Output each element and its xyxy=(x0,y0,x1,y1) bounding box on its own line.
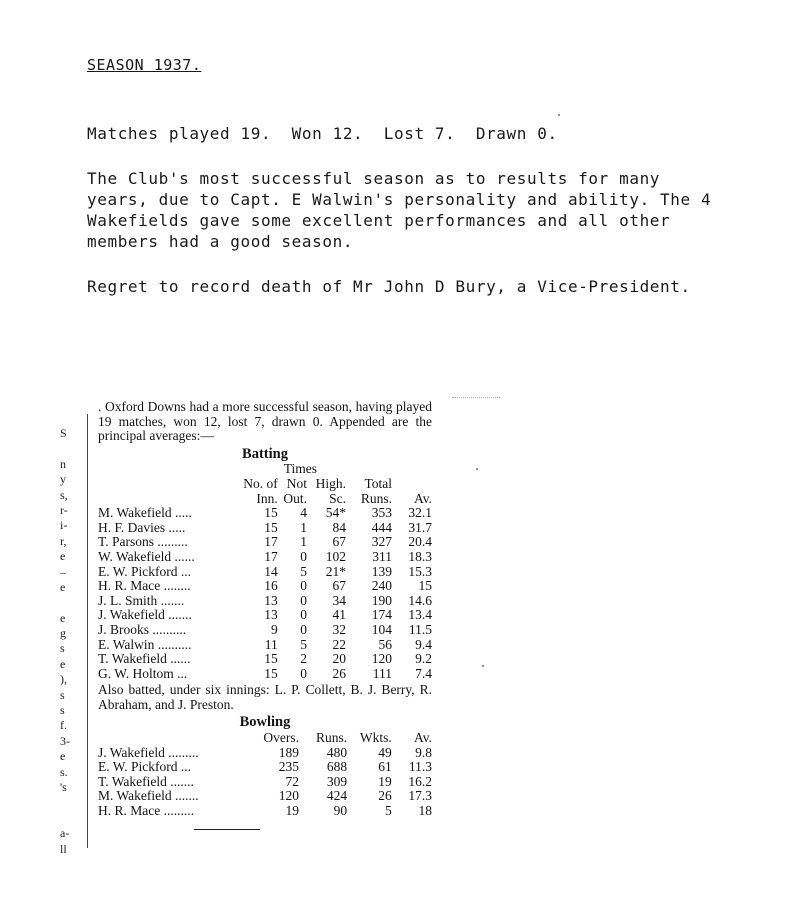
batting-inn-cell: 15 xyxy=(264,665,278,681)
bowling-row xyxy=(98,760,432,775)
batting-header-high: High. xyxy=(315,475,346,491)
batting-hs-cell: 21* xyxy=(325,563,346,579)
bowling-row xyxy=(98,775,432,790)
batting-runs-cell: 111 xyxy=(372,665,393,681)
batting-runs-cell: 240 xyxy=(371,578,393,594)
batting-hs-cell: 20 xyxy=(332,651,346,667)
batting-row xyxy=(98,652,432,667)
batting-out-cell: 2 xyxy=(300,651,308,667)
bowling-runs-cell: 424 xyxy=(326,788,348,804)
batting-header-runs: Runs. xyxy=(360,490,393,506)
clipping-intro: . Oxford Downs had a more successful season, having played 19 matches, won 12, lost 7, drawn 0. Appended are the principal averages:— xyxy=(98,399,432,444)
batting-out-cell: 5 xyxy=(300,636,308,652)
bowling-header-av: Av. xyxy=(414,730,432,746)
batting-runs-cell: 56 xyxy=(378,636,393,652)
batting-inn-cell: 13 xyxy=(264,607,278,623)
batting-av-cell: 9.4 xyxy=(415,636,432,652)
batting-out-cell: 1 xyxy=(300,534,308,550)
margin-fragment: ), xyxy=(60,672,67,687)
margin-fragment xyxy=(60,795,74,810)
batsman-name: T. Parsons ......... xyxy=(98,534,188,550)
bowling-table xyxy=(98,731,432,819)
margin-fragment: e xyxy=(60,656,66,671)
batting-hs-cell: 67 xyxy=(332,578,346,594)
batting-runs-cell: 190 xyxy=(371,592,393,608)
batting-header-not: Not xyxy=(286,475,308,491)
bowling-header-wkts: Wkts. xyxy=(359,730,392,746)
batting-out-cell: 0 xyxy=(300,592,308,608)
batting-row xyxy=(98,535,432,550)
margin-fragment: g xyxy=(60,626,66,641)
bowling-runs-cell: 480 xyxy=(326,744,348,760)
bowler-name: E. W. Pickford ... xyxy=(98,759,191,775)
batting-header-top xyxy=(98,462,432,477)
bowler-name: J. Wakefield ......... xyxy=(98,744,199,760)
margin-fragment: n xyxy=(60,456,66,471)
margin-fragment: 3- xyxy=(60,733,70,748)
batting-table xyxy=(98,462,432,681)
batting-av-cell: 20.4 xyxy=(408,534,432,550)
batting-out-cell: 1 xyxy=(300,519,308,535)
batting-runs-cell: 174 xyxy=(371,607,393,623)
bowling-runs-cell: 688 xyxy=(326,759,348,775)
batting-hs-cell: 34 xyxy=(332,592,346,608)
batting-row xyxy=(98,667,432,682)
batting-header-noof: No. of xyxy=(243,475,278,491)
margin-fragment: f. xyxy=(60,718,67,733)
batsman-name: M. Wakefield ..... xyxy=(98,505,192,521)
batsman-name: G. W. Holtom ... xyxy=(98,665,188,681)
margin-fragment: 's xyxy=(60,779,67,794)
batting-hs-cell: 26 xyxy=(332,665,346,681)
batting-out-cell: 0 xyxy=(300,548,308,564)
season-description: The Club's most successful season as to results for many years, due to Capt. E Walwin's personality and ability. The 4 Wakefields gave some excellent performances and all other members had a good season. xyxy=(87,169,712,251)
newspaper-clipping xyxy=(60,390,460,860)
batting-header-av: Av. xyxy=(414,490,432,506)
batting-row xyxy=(98,506,432,521)
batting-inn-cell: 17 xyxy=(264,534,278,550)
margin-fragment xyxy=(60,595,74,610)
margin-fragment: r, xyxy=(60,533,67,548)
batsman-name: J. Wakefield ....... xyxy=(98,607,192,623)
bowling-av-cell: 16.2 xyxy=(408,773,432,789)
season-heading: SEASON 1937. xyxy=(87,56,202,74)
column-rule xyxy=(87,414,88,848)
batting-av-cell: 18.3 xyxy=(408,548,432,564)
batting-header-bottom xyxy=(98,492,432,507)
bowling-runs-cell: 309 xyxy=(326,773,348,789)
batting-hs-cell: 102 xyxy=(325,548,346,564)
margin-fragment: a- xyxy=(60,826,70,841)
batting-inn-cell: 9 xyxy=(271,621,278,637)
batting-header-total: Total xyxy=(364,475,393,491)
margin-fragment: ll xyxy=(60,841,67,856)
batting-inn-cell: 15 xyxy=(264,519,278,535)
batting-av-cell: 31.7 xyxy=(408,519,432,535)
batting-runs-cell: 311 xyxy=(372,548,393,564)
batting-hs-cell: 22 xyxy=(332,636,346,652)
batting-av-cell: 9.2 xyxy=(415,651,432,667)
batting-row xyxy=(98,579,432,594)
margin-fragment xyxy=(60,441,74,456)
batting-header-sc: Sc. xyxy=(329,490,346,506)
batting-av-cell: 15.3 xyxy=(408,563,432,579)
season-summary: Matches played 19. Won 12. Lost 7. Drawn 0. xyxy=(87,124,558,143)
bowling-header-overs: Overs. xyxy=(263,730,299,746)
bowler-name: T. Wakefield ....... xyxy=(98,773,194,789)
bowling-overs-cell: 120 xyxy=(278,788,299,804)
margin-fragment: r- xyxy=(60,502,68,517)
batting-av-cell: 32.1 xyxy=(408,505,432,521)
batting-row xyxy=(98,638,432,653)
bowling-wkts-cell: 61 xyxy=(378,759,392,775)
bowling-av-cell: 17.3 xyxy=(408,788,432,804)
batting-row xyxy=(98,594,432,609)
batting-runs-cell: 353 xyxy=(371,505,393,521)
bowling-overs-cell: 189 xyxy=(278,744,299,760)
bowling-av-cell: 11.3 xyxy=(408,759,432,775)
margin-fragment: s. xyxy=(60,764,68,779)
batting-av-cell: 13.4 xyxy=(408,607,432,623)
bowling-row xyxy=(98,789,432,804)
batting-row xyxy=(98,608,432,623)
batsman-name: J. Brooks .......... xyxy=(98,621,187,637)
speck-mark xyxy=(476,468,478,470)
batting-title: Batting xyxy=(242,445,288,462)
batsman-name: H. F. Davies ..... xyxy=(98,519,186,535)
bowling-wkts-cell: 26 xyxy=(378,788,392,804)
batting-out-cell: 0 xyxy=(300,621,308,637)
batsman-name: J. L. Smith ....... xyxy=(98,592,185,608)
batsman-name: E. W. Pickford ... xyxy=(98,563,191,579)
batting-av-cell: 15 xyxy=(418,578,432,594)
margin-fragment: s xyxy=(60,641,65,656)
margin-fragment: S xyxy=(60,426,67,440)
batting-header-times: Times xyxy=(283,461,318,477)
bowler-name: M. Wakefield ....... xyxy=(98,788,199,804)
bowling-overs-cell: 19 xyxy=(285,803,299,819)
batting-out-cell: 5 xyxy=(300,563,308,579)
batting-runs-cell: 104 xyxy=(371,621,393,637)
batting-out-cell: 0 xyxy=(300,607,308,623)
bowling-header xyxy=(98,731,432,746)
batting-inn-cell: 15 xyxy=(264,651,278,667)
also-batted-note: Also batted, under six innings: L. P. Collett, B. J. Berry, R. Abraham, and J. Preston. xyxy=(98,682,432,712)
batting-runs-cell: 139 xyxy=(371,563,393,579)
batting-out-cell: 0 xyxy=(300,665,308,681)
batsman-name: W. Wakefield ...... xyxy=(98,548,195,564)
batting-inn-cell: 15 xyxy=(264,505,278,521)
bowling-wkts-cell: 19 xyxy=(378,773,392,789)
margin-fragment: e xyxy=(60,579,66,594)
margin-fragment: s xyxy=(60,687,65,702)
batting-runs-cell: 120 xyxy=(371,651,393,667)
batsman-name: H. R. Mace ........ xyxy=(98,578,191,594)
clipped-margin-text xyxy=(60,426,74,857)
batting-inn-cell: 13 xyxy=(264,592,278,608)
batting-header-mid xyxy=(98,477,432,492)
batting-row xyxy=(98,521,432,536)
bowling-title: Bowling xyxy=(239,714,291,731)
speck-mark xyxy=(482,665,484,667)
batting-hs-cell: 41 xyxy=(332,607,346,623)
batting-inn-cell: 11 xyxy=(264,636,278,652)
batting-runs-cell: 327 xyxy=(371,534,393,550)
margin-fragment: s xyxy=(60,703,65,718)
batting-hs-cell: 84 xyxy=(332,519,346,535)
margin-fragment: e xyxy=(60,549,66,564)
margin-fragment: y xyxy=(60,472,66,487)
margin-fragment xyxy=(60,811,74,826)
bowling-row xyxy=(98,746,432,761)
batsman-name: T. Wakefield ...... xyxy=(98,651,191,667)
batting-row xyxy=(98,623,432,638)
bowling-row xyxy=(98,804,432,819)
batting-av-cell: 11.5 xyxy=(408,621,432,637)
batting-inn-cell: 14 xyxy=(264,563,278,579)
batting-runs-cell: 444 xyxy=(371,519,393,535)
batting-av-cell: 7.4 xyxy=(415,665,432,681)
margin-fragment: i- xyxy=(60,518,68,533)
bowler-name: H. R. Mace ......... xyxy=(98,803,194,819)
speck-mark xyxy=(558,114,560,116)
bowling-av-cell: 18 xyxy=(418,803,432,819)
batting-hs-cell: 67 xyxy=(332,534,346,550)
batting-header-inn: Inn. xyxy=(256,490,278,506)
margin-fragment: – xyxy=(60,564,66,579)
batting-hs-cell: 32 xyxy=(332,621,346,637)
batsman-name: E. Walwin .......... xyxy=(98,636,192,652)
batting-av-cell: 14.6 xyxy=(408,592,432,608)
batting-hs-cell: 54* xyxy=(325,505,346,521)
batting-out-cell: 4 xyxy=(300,505,308,521)
batting-row xyxy=(98,550,432,565)
footer-rule xyxy=(194,829,260,830)
bowling-wkts-cell: 5 xyxy=(385,803,392,819)
bowling-wkts-cell: 49 xyxy=(378,744,392,760)
margin-fragment: e xyxy=(60,610,66,625)
batting-header-out: Out. xyxy=(283,490,308,506)
bowling-overs-cell: 72 xyxy=(285,773,299,789)
clipping-body xyxy=(98,390,432,830)
margin-fragment: e xyxy=(60,749,66,764)
bowling-header-runs: Runs. xyxy=(316,730,348,746)
bowling-overs-cell: 235 xyxy=(278,759,299,775)
margin-fragment: s, xyxy=(60,487,68,502)
obituary-note: Regret to record death of Mr John D Bury, a Vice-President. xyxy=(87,277,691,296)
bowling-runs-cell: 90 xyxy=(333,803,348,819)
bowling-av-cell: 9.8 xyxy=(415,744,432,760)
batting-inn-cell: 17 xyxy=(264,548,278,564)
batting-inn-cell: 16 xyxy=(264,578,278,594)
batting-out-cell: 0 xyxy=(300,578,308,594)
batting-row xyxy=(98,565,432,580)
